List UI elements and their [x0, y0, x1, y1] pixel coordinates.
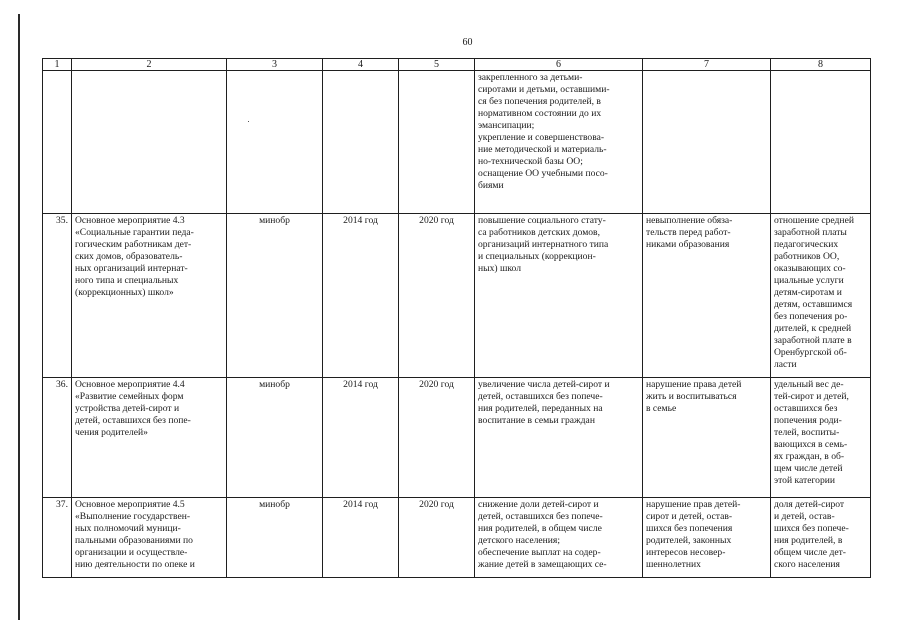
- executor: минобр: [227, 498, 323, 578]
- executor: минобр: [227, 214, 323, 378]
- column-header: 2: [72, 59, 227, 71]
- target-indicator: доля детей-сирот и детей, остав- шихся без попече- ния родителей, в общем числе дет- ского населения: [771, 498, 871, 578]
- expected-result: снижение доли детей-сирот и детей, оставшихся без попече- ния родителей, в общем числе детского населения; обеспечение выплат на содер- жание детей в замещающих се-: [475, 498, 643, 578]
- expected-result: увеличение числа детей-сирот и детей, оставшихся без попече- ния родителей, переданных на воспитание в семьи граждан: [475, 378, 643, 498]
- end-year: 2020 год: [399, 214, 475, 378]
- column-number-row: [43, 59, 871, 71]
- start-year: [323, 71, 399, 214]
- non-implementation-consequence: нарушение прав детей- сирот и детей, остав- шихся без попечения родителей, законных интересов несовер- шеннолетних: [643, 498, 771, 578]
- non-implementation-consequence: [643, 71, 771, 214]
- start-year: 2014 год: [323, 498, 399, 578]
- table-row: [43, 71, 871, 214]
- expected-result: повышение социального стату- са работников детских домов, организаций интернатного типа и специальных (коррекцион- ных) школ: [475, 214, 643, 378]
- target-indicator: отношение средней заработной платы педагогических работников ОО, оказывающих со- циальные услуги детям-сиротам и детям, оставшимся без попечения ро- дителей, к средней заработной плате в Оренбургской об- ласти: [771, 214, 871, 378]
- table-row: [43, 378, 871, 498]
- table-row: [43, 214, 871, 378]
- row-number: [43, 71, 72, 214]
- event-name: [72, 71, 227, 214]
- start-year: 2014 год: [323, 378, 399, 498]
- column-header: 1: [43, 59, 72, 71]
- row-number: 36.: [43, 378, 72, 498]
- start-year: 2014 год: [323, 214, 399, 378]
- event-name: Основное мероприятие 4.4 «Развитие семейных форм устройства детей-сирот и детей, оставшихся без попе- чения родителей»: [72, 378, 227, 498]
- program-events-table: [42, 58, 871, 578]
- row-number: 35.: [43, 214, 72, 378]
- executor: минобр: [227, 378, 323, 498]
- non-implementation-consequence: нарушение права детей жить и воспитываться в семье: [643, 378, 771, 498]
- executor: [227, 71, 323, 214]
- scan-edge-line: [18, 14, 20, 620]
- end-year: [399, 71, 475, 214]
- column-header: 5: [399, 59, 475, 71]
- event-name: Основное мероприятие 4.5 «Выполнение государствен- ных полномочий муници- пальными образованиями по организации и осуществле- нию деятельности по опеке и: [72, 498, 227, 578]
- column-header: 6: [475, 59, 643, 71]
- row-number: 37.: [43, 498, 72, 578]
- target-indicator: [771, 71, 871, 214]
- end-year: 2020 год: [399, 378, 475, 498]
- page-number: 60: [462, 37, 473, 48]
- column-header: 7: [643, 59, 771, 71]
- table-row: [43, 498, 871, 578]
- non-implementation-consequence: невыполнение обяза- тельств перед работ- никами образования: [643, 214, 771, 378]
- event-name: Основное мероприятие 4.3 «Социальные гарантии педа- гогическим работникам дет- ских домов, образователь- ных организаций интернат- ного типа и специальных (коррекционных) школ»: [72, 214, 227, 378]
- column-header: 8: [771, 59, 871, 71]
- column-header: 4: [323, 59, 399, 71]
- target-indicator: удельный вес де- тей-сирот и детей, оставшихся без попечения роди- телей, воспиты- вающихся в семь- ях граждан, в об- щем числе детей этой категории: [771, 378, 871, 498]
- expected-result: закрепленного за детьми- сиротами и детьми, оставшими- ся без попечения родителей, в нормативном состоянии до их эмансипации; укрепление и совершенствова- ние методической и материаль- но-технической базы ОО; оснащение ОО учебными посо- биями: [475, 71, 643, 214]
- column-header: 3: [227, 59, 323, 71]
- end-year: 2020 год: [399, 498, 475, 578]
